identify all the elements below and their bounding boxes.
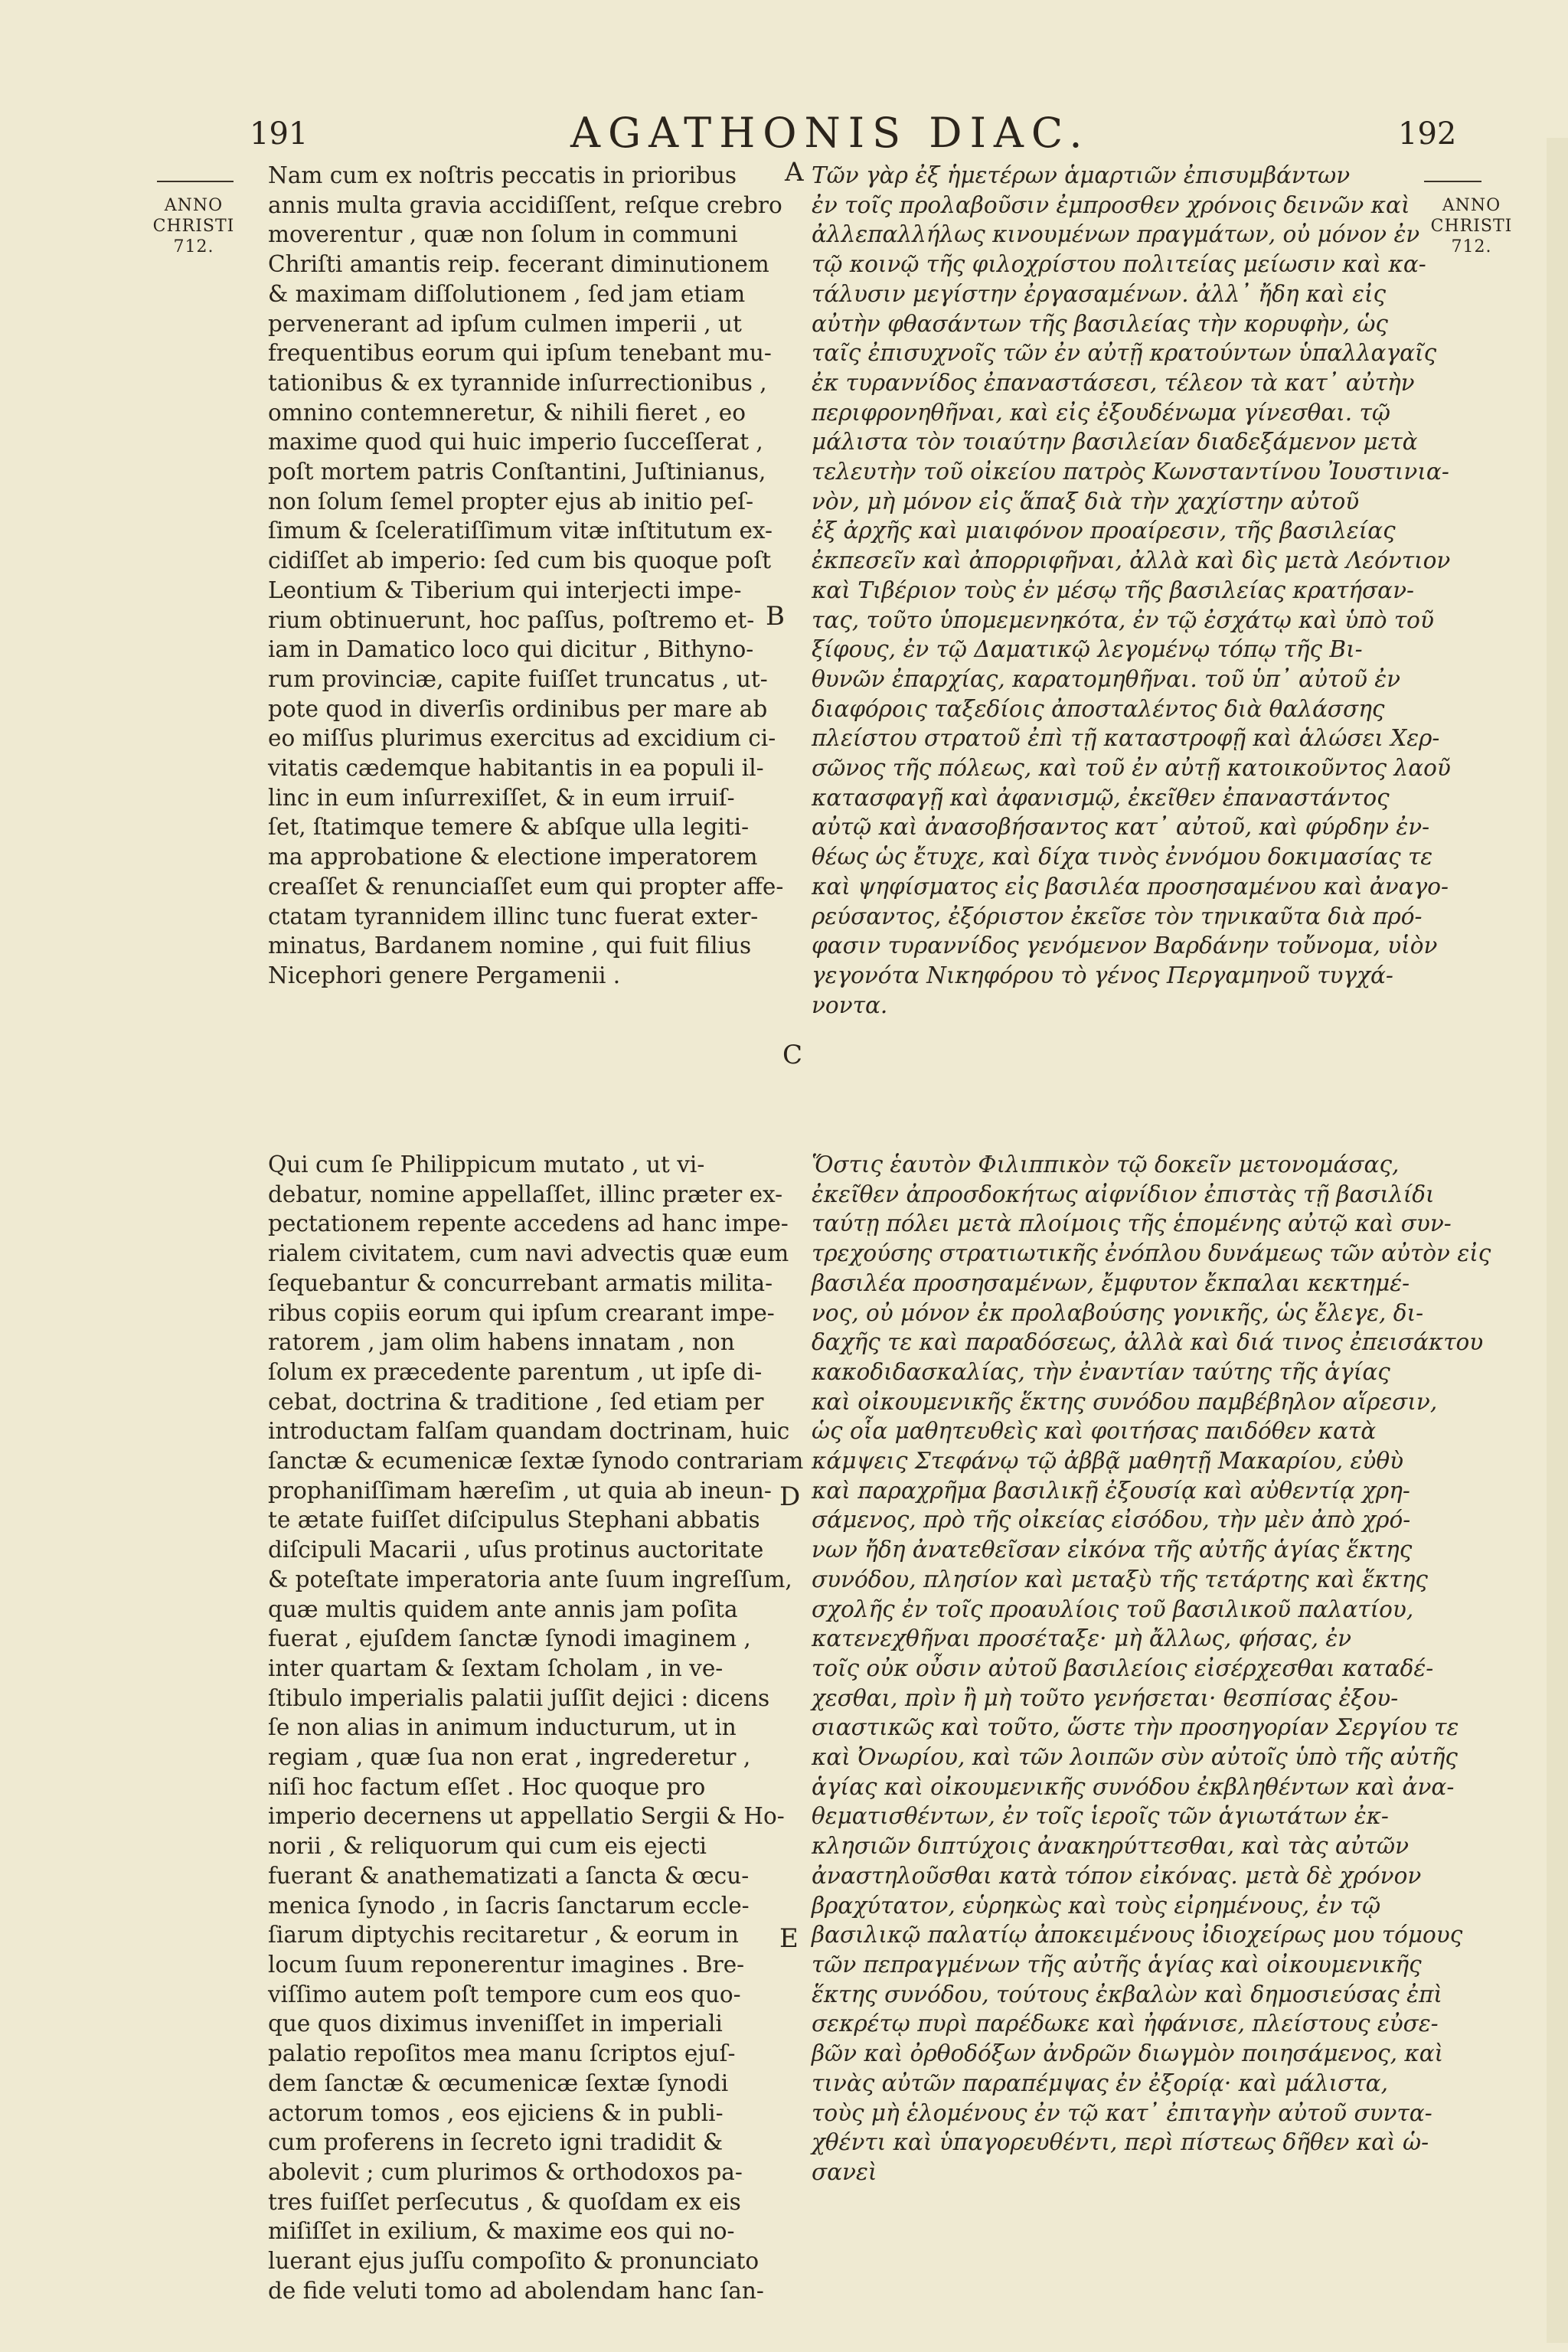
text-line: τρεχούσης στρατιωτικῆς ἐνόπλου δυνάμεως τῶν αὐτὸν εἰς bbox=[812, 1240, 1491, 1267]
text-line: linc in eum inſurrexiſſet, & in eum irruiſ- bbox=[268, 784, 735, 811]
text-line: fuerat , ejuſdem ſanctæ ſynodi imaginem , bbox=[268, 1625, 751, 1652]
text-line: καὶ παραχρῆμα βασιλικῇ ἐξουσίᾳ καὶ αὐθεντίᾳ χρη- bbox=[812, 1477, 1410, 1504]
text-line: σεκρέτῳ πυρὶ παρέδωκε καὶ ἠφάνισε, πλείστους εὐσε- bbox=[812, 2011, 1439, 2037]
text-line: inter quartam & ſextam ſcholam , in ve- bbox=[268, 1655, 724, 1681]
text-line: ταῖς ἐπισυχνοῖς τῶν ἐν αὐτῇ κρατούντων ὑπαλλαγαῖς bbox=[812, 340, 1437, 367]
text-line: niſi hoc factum eſſet . Hoc quoque pro bbox=[268, 1773, 706, 1800]
text-line: locum ſuum reponerentur imagines . Bre- bbox=[268, 1951, 745, 1978]
text-line: de fide veluti tomo ad abolendam hanc ſan- bbox=[268, 2277, 764, 2304]
text-line: κατενεχθῆναι προσέταξε· μὴ ἄλλως, φήσας, ἐν bbox=[812, 1625, 1352, 1652]
text-line: ἀναστηλοῦσθαι κατὰ τόπον εἰκόνας. μετὰ δὲ χρόνον bbox=[812, 1862, 1422, 1889]
text-line: καὶ ψηφίσματος εἰς βασιλέα προσησαμένου καὶ ἀναγο- bbox=[812, 873, 1449, 900]
text-line: cebat, doctrina & traditione , ſed etiam per bbox=[268, 1388, 764, 1415]
text-line: σανεὶ bbox=[812, 2158, 877, 2185]
section-letter-a: A bbox=[785, 157, 804, 188]
year-label: 712. bbox=[173, 237, 214, 256]
text-line: ſet, ſtatimque temere & abſque ulla legiti- bbox=[268, 814, 750, 841]
text-line: αὐτῷ καὶ ἀνασοβήσαντος κατ᾽ αὐτοῦ, καὶ φύρδην ἐν- bbox=[812, 814, 1430, 841]
text-line: ρεύσαντος, ἐξόριστον ἐκεῖσε τὸν τηνικαῦτα διὰ πρό- bbox=[812, 903, 1423, 929]
text-line: τῶν πεπραγμένων τῆς αὐτῆς ἁγίας καὶ οἰκουμενικῆς bbox=[812, 1951, 1422, 1978]
page-number-left: 191 bbox=[250, 116, 309, 152]
text-line: moverentur , quæ non ſolum in communi bbox=[268, 221, 738, 248]
text-line: poſt mortem patris Conſtantini, Juſtinianus, bbox=[268, 459, 766, 485]
text-line: ſolum ex præcedente parentum , ut ipſe di- bbox=[268, 1358, 763, 1385]
text-line: θεματισθέντων, ἐν τοῖς ἱεροῖς τῶν ἁγιωτάτων ἐκ- bbox=[812, 1803, 1389, 1830]
text-line: Nicephori genere Pergamenii . bbox=[268, 962, 621, 988]
text-line: ribus copiis eorum qui ipſum crearant impe- bbox=[268, 1299, 775, 1326]
text-line: τῷ κοινῷ τῆς φιλοχρίστου πολιτείας μείωσιν καὶ κα- bbox=[812, 251, 1426, 278]
text-line: Chriſti amantis reip. fecerant diminutionem bbox=[268, 251, 769, 278]
text-line: περιφρονηθῆναι, καὶ εἰς ἐξουδένωμα γίνεσθαι. τῷ bbox=[812, 399, 1390, 426]
text-line: eo miſſus plurimus exercitus ad excidium ci- bbox=[268, 725, 776, 752]
text-line: βραχύτατον, εὑρηκὼς καὶ τοὺς εἰρημένους, ἐν τῷ bbox=[812, 1892, 1381, 1919]
text-line: μάλιστα τὸν τοιαύτην βασιλείαν διαδεξάμενον μετὰ bbox=[812, 429, 1418, 456]
text-line: rum provinciæ, capite fuiſſet truncatus , ut- bbox=[268, 665, 768, 692]
text-line: κλησιῶν διπτύχοις ἀνακηρύττεσθαι, καὶ τὰς αὐτῶν bbox=[812, 1833, 1410, 1860]
text-line: Τῶν γὰρ ἐξ ἡμετέρων ἁμαρτιῶν ἐπισυμβάντων bbox=[812, 162, 1351, 188]
text-line: διαφόροις ταξεδίοις ἀποσταλέντος διὰ θαλάσσης bbox=[812, 695, 1385, 722]
text-line: fuerant & anathematizati a ſancta & œcu- bbox=[268, 1862, 750, 1889]
text-line: δαχῆς τε καὶ παραδόσεως, ἀλλὰ καὶ διά τινος ἐπεισάκτου bbox=[812, 1329, 1484, 1356]
text-line: tationibus & ex tyrannide inſurrectionibus , bbox=[268, 369, 767, 396]
text-line: pote quod in diverſis ordinibus per mare ab bbox=[268, 695, 768, 722]
text-line: frequentibus eorum qui ipſum tenebant mu- bbox=[268, 340, 772, 367]
text-line: creaſſet & renunciaſſet eum qui propter affe- bbox=[268, 873, 784, 900]
christi-label: CHRISTI bbox=[152, 217, 235, 236]
margin-rule-left bbox=[157, 181, 234, 182]
text-line: actorum tomos , eos ejiciens & in publi- bbox=[268, 2099, 724, 2126]
text-line: debatur, nomine appellaſſet, illinc præter ex- bbox=[268, 1181, 783, 1207]
text-line: dem ſanctæ & œcumenicæ ſextæ ſynodi bbox=[268, 2069, 729, 2096]
text-line: miſiſſet in exilium, & maxime eos qui no- bbox=[268, 2218, 735, 2245]
text-line: ſanctæ & ecumenicæ ſextæ ſynodo contrariam bbox=[268, 1448, 804, 1475]
text-line: τινὰς αὐτῶν παραπέμψας ἐν ἐξορίᾳ· καὶ μάλιστα, bbox=[812, 2069, 1388, 2096]
text-line: Qui cum ſe Philippicum mutato , ut vi- bbox=[268, 1152, 705, 1178]
text-line: καὶ Ὀνωρίου, καὶ τῶν λοιπῶν σὺν αὐτοῖς ὑπὸ τῆς αὐτῆς bbox=[812, 1744, 1458, 1771]
adjacent-page-edge bbox=[1547, 138, 1568, 2343]
text-line: ἐν τοῖς προλαβοῦσιν ἐμπροσθεν χρόνοις δεινῶν καὶ bbox=[812, 191, 1410, 218]
text-line: prophaniſſimam hæreſim , ut quia ab ineun- bbox=[268, 1477, 772, 1504]
text-line: cidiſſet ab imperio: ſed cum bis quoque poſt bbox=[268, 547, 772, 574]
text-line: non ſolum ſemel propter ejus ab initio peſ- bbox=[268, 488, 754, 514]
text-line: ſimum & ſceleratiſſimum vitæ inſtitutum ex- bbox=[268, 518, 773, 544]
year-label: 712. bbox=[1451, 237, 1492, 256]
text-line: omnino contemneretur, & nihili fieret , eo bbox=[268, 399, 746, 426]
text-line: ἁγίας καὶ οἰκουμενικῆς συνόδου ἐκβληθέντων καὶ ἀνα- bbox=[812, 1773, 1455, 1800]
margin-note-left bbox=[136, 195, 251, 257]
text-line: ctatam tyrannidem illinc tunc fuerat exter- bbox=[268, 903, 759, 929]
text-line: συνόδου, πλησίον καὶ μεταξὺ τῆς τετάρτης καὶ ἕκτης bbox=[812, 1566, 1428, 1592]
text-line: ſtibulo imperialis palatii juſſit dejici : dicens bbox=[268, 1684, 770, 1711]
text-line: σιαστικῶς καὶ τοῦτο, ὥστε τὴν προσηγορίαν Σεργίου τε bbox=[812, 1714, 1459, 1741]
text-line: κάμψεις Στεφάνῳ τῷ ἀββᾷ μαθητῇ Μακαρίου, εὐθὺ bbox=[812, 1448, 1404, 1475]
section-letter-b: B bbox=[766, 601, 785, 632]
section-letter-e: E bbox=[779, 1923, 799, 1954]
text-line: ſe non alias in animum inducturum, ut in bbox=[268, 1714, 737, 1741]
text-line: maxime quod qui huic imperio ſucceſſerat , bbox=[268, 429, 763, 456]
text-line: Nam cum ex noſtris peccatis in prioribus bbox=[268, 162, 737, 188]
text-line: norii , & reliquorum qui cum eis ejecti bbox=[268, 1833, 707, 1860]
text-line: τας, τοῦτο ὑπομεμενηκότα, ἐν τῷ ἐσχάτῳ καὶ ὑπὸ τοῦ bbox=[812, 606, 1434, 633]
text-line: τάλυσιν μεγίστην ἐργασαμένων. ἀλλ᾽ ἤδη καὶ εἰς bbox=[812, 280, 1387, 307]
text-line: vitatis cædemque habitantis in ea populi il- bbox=[268, 755, 764, 782]
text-line: αὐτὴν φθασάντων τῆς βασιλείας τὴν κορυφὴν, ὡς bbox=[812, 310, 1388, 337]
text-line: ἐξ ἀρχῆς καὶ μιαιφόνον προαίρεσιν, τῆς βασιλείας bbox=[812, 518, 1396, 544]
text-line: κακοδιδασκαλίας, τὴν ἐναντίαν ταύτης τῆς ἁγίας bbox=[812, 1358, 1390, 1385]
text-line: ratorem , jam olim habens innatam , non bbox=[268, 1329, 735, 1356]
text-line: quæ multis quidem ante annis jam poſita bbox=[268, 1596, 738, 1622]
text-line: imperio decernens ut appellatio Sergii & Ho- bbox=[268, 1803, 785, 1830]
text-line: τοὺς μὴ ἑλομένους ἐν τῷ κατ᾽ ἐπιταγὴν αὐτοῦ συντα- bbox=[812, 2099, 1432, 2126]
text-line: rium obtinuerunt, hoc paſſus, poſtremo et- bbox=[268, 606, 755, 633]
text-line: νων ἤδη ἀνατεθεῖσαν εἰκόνα τῆς αὐτῆς ἁγίας ἕκτης bbox=[812, 1537, 1413, 1563]
greek-column-part-2 bbox=[812, 1150, 1491, 2187]
page-number-right: 192 bbox=[1398, 116, 1457, 152]
latin-column-part-1 bbox=[268, 161, 784, 991]
text-line: τελευτὴν τοῦ οἰκείου πατρὸς Κωνσταντίνου Ἰουστινια- bbox=[812, 459, 1449, 485]
text-line: introductam falſam quandam doctrinam, huic bbox=[268, 1418, 790, 1445]
running-title: AGATHONIS DIAC. bbox=[570, 109, 1090, 157]
greek-column-part-1 bbox=[812, 161, 1462, 1020]
text-line: τοῖς οὐκ οὖσιν αὐτοῦ βασιλείοις εἰσέρχεσθαι καταδέ- bbox=[812, 1655, 1434, 1681]
text-line: σάμενος, πρὸ τῆς οἰκείας εἰσόδου, τὴν μὲν ἀπὸ χρό- bbox=[812, 1507, 1411, 1534]
text-line: ſiarum diptychis recitaretur , & eorum in bbox=[268, 1922, 739, 1949]
text-line: minatus, Bardanem nomine , qui fuit filius bbox=[268, 933, 752, 959]
text-line: cum proferens in ſecreto igni tradidit & bbox=[268, 2129, 724, 2156]
text-line: θυνῶν ἐπαρχίας, καρατομηθῆναι. τοῦ ὑπ᾽ αὐτοῦ ἐν bbox=[812, 665, 1401, 692]
text-line: iam in Damatico loco qui dicitur , Bithyno- bbox=[268, 636, 754, 663]
text-line: βασιλικῷ παλατίῳ ἀποκειμένους ἰδιοχείρως μου τόμους bbox=[812, 1922, 1463, 1949]
text-line: pectationem repente accedens ad hanc impe- bbox=[268, 1210, 789, 1237]
text-line: σῶνος τῆς πόλεως, καὶ τοῦ ἐν αὐτῇ κατοικοῦντος λαοῦ bbox=[812, 755, 1451, 782]
text-line: ἐκ τυραννίδος ἐπαναστάσεσι, τέλεον τὰ κατ᾽ αὐτὴν bbox=[812, 369, 1415, 396]
text-line: καὶ Τιβέριον τοὺς ἐν μέσῳ τῆς βασιλείας κρατήσαν- bbox=[812, 577, 1414, 603]
text-line: & maximam diſſolutionem , ſed jam etiam bbox=[268, 280, 746, 307]
section-letter-c: C bbox=[782, 1040, 803, 1070]
text-line: νὸν, μὴ μόνον εἰς ἅπαξ διὰ τὴν χαχίστην αὐτοῦ bbox=[812, 488, 1360, 514]
latin-column-part-2 bbox=[268, 1150, 804, 2305]
text-line: γεγονότα Νικηφόρου τὸ γένος Περγαμηνοῦ τυγχά- bbox=[812, 962, 1393, 988]
text-line: ὡς οἷα μαθητευθεὶς καὶ φοιτήσας παιδόθεν κατὰ bbox=[812, 1418, 1377, 1445]
text-line: βασιλέα προσησαμένων, ἔμφυτον ἔκπαλαι κεκτημέ- bbox=[812, 1269, 1410, 1296]
text-line: que quos diximus inveniſſet in imperiali bbox=[268, 2011, 723, 2037]
text-line: ξίφους, ἐν τῷ Δαματικῷ λεγομένῳ τόπῳ τῆς Βι- bbox=[812, 636, 1363, 663]
text-line: menica ſynodo , in ſacris ſanctarum eccle- bbox=[268, 1892, 750, 1919]
text-line: πλείστου στρατοῦ ἐπὶ τῇ καταστροφῇ καὶ ἁλώσει Χερ- bbox=[812, 725, 1440, 752]
text-line: ἕκτης συνόδου, τούτους ἐκβαλὼν καὶ δημοσιεύσας ἐπὶ bbox=[812, 1981, 1442, 2007]
text-line: χεσθαι, πρὶν ἢ μὴ τοῦτο γενήσεται· θεσπίσας ἐξου- bbox=[812, 1684, 1399, 1711]
text-line: σχολῆς ἐν τοῖς προαυλίοις τοῦ βασιλικοῦ παλατίου, bbox=[812, 1596, 1414, 1622]
text-line: ἐκπεσεῖν καὶ ἀπορριφῆναι, ἀλλὰ καὶ δὶς μετὰ Λεόντιον bbox=[812, 547, 1451, 574]
section-letter-d: D bbox=[779, 1481, 801, 1512]
text-line: ἀλλεπαλλήλως κινουμένων πραγμάτων, οὐ μόνον ἐν bbox=[812, 221, 1420, 248]
text-line: viſſimo autem poſt tempore cum eos quo- bbox=[268, 1981, 741, 2007]
text-line: Leontium & Tiberium qui interjecti impe- bbox=[268, 577, 742, 603]
text-line: καὶ οἰκουμενικῆς ἕκτης συνόδου παμβέβηλον αἵρεσιν, bbox=[812, 1388, 1438, 1415]
text-line: ſequebantur & concurrebant armatis milita- bbox=[268, 1269, 773, 1296]
text-line: regiam , quæ ſua non erat , ingrederetur , bbox=[268, 1744, 751, 1771]
text-line: palatio repoſitos mea manu ſcriptos ejuſ- bbox=[268, 2040, 736, 2067]
text-line: rialem civitatem, cum navi advectis quæ eum bbox=[268, 1240, 789, 1267]
text-line: pervenerant ad ipſum culmen imperii , ut bbox=[268, 310, 742, 337]
text-line: te ætate fuiſſet diſcipulus Stephani abbatis bbox=[268, 1507, 760, 1534]
anno-label: ANNO bbox=[1442, 196, 1501, 215]
text-line: luerant ejus juſſu compoſito & pronunciato bbox=[268, 2248, 760, 2275]
text-line: νος, οὐ μόνον ἐκ προλαβούσης γονικῆς, ὡς ἔλεγε, δι- bbox=[812, 1299, 1424, 1326]
text-line: tres fuiſſet perſecutus , & quoſdam ex eis bbox=[268, 2188, 741, 2215]
text-line: ἐκεῖθεν ἀπροσδοκήτως αἰφνίδιον ἐπιστὰς τῇ βασιλίδι bbox=[812, 1181, 1435, 1207]
text-line: diſcipuli Macarii , uſus protinus auctoritate bbox=[268, 1537, 764, 1563]
anno-label: ANNO bbox=[164, 196, 224, 215]
text-line: & poteſtate imperatoria ante ſuum ingreſſum, bbox=[268, 1566, 792, 1592]
text-line: χθέντι καὶ ὑπαγορευθέντι, περὶ πίστεως δῆθεν καὶ ὡ- bbox=[812, 2129, 1429, 2156]
text-line: κατασφαγῇ καὶ ἀφανισμῷ, ἐκεῖθεν ἐπαναστάντος bbox=[812, 784, 1390, 811]
text-line: θέως ὡς ἔτυχε, καὶ δίχα τινὸς ἐννόμου δοκιμασίας τε bbox=[812, 844, 1433, 871]
text-line: ma approbatione & electione imperatorem bbox=[268, 844, 758, 871]
text-line: φασιν τυραννίδος γενόμενον Βαρδάνην τοὔνομα, υἱὸν bbox=[812, 933, 1438, 959]
text-line: annis multa gravia accidiſſent, reſque crebro bbox=[268, 191, 782, 218]
text-line: abolevit ; cum plurimos & orthodoxos pa- bbox=[268, 2158, 743, 2185]
christi-label: CHRISTI bbox=[1430, 217, 1513, 236]
text-line: Ὅστις ἑαυτὸν Φιλιππικὸν τῷ δοκεῖν μετονομάσας, bbox=[812, 1152, 1400, 1178]
text-line: νοντα. bbox=[812, 991, 888, 1018]
text-line: βῶν καὶ ὀρθοδόξων ἀνδρῶν διωγμὸν ποιησάμενος, καὶ bbox=[812, 2040, 1444, 2067]
text-line: ταύτῃ πόλει μετὰ πλοίμοις τῆς ἑπομένης αὐτῷ καὶ συν- bbox=[812, 1210, 1452, 1237]
